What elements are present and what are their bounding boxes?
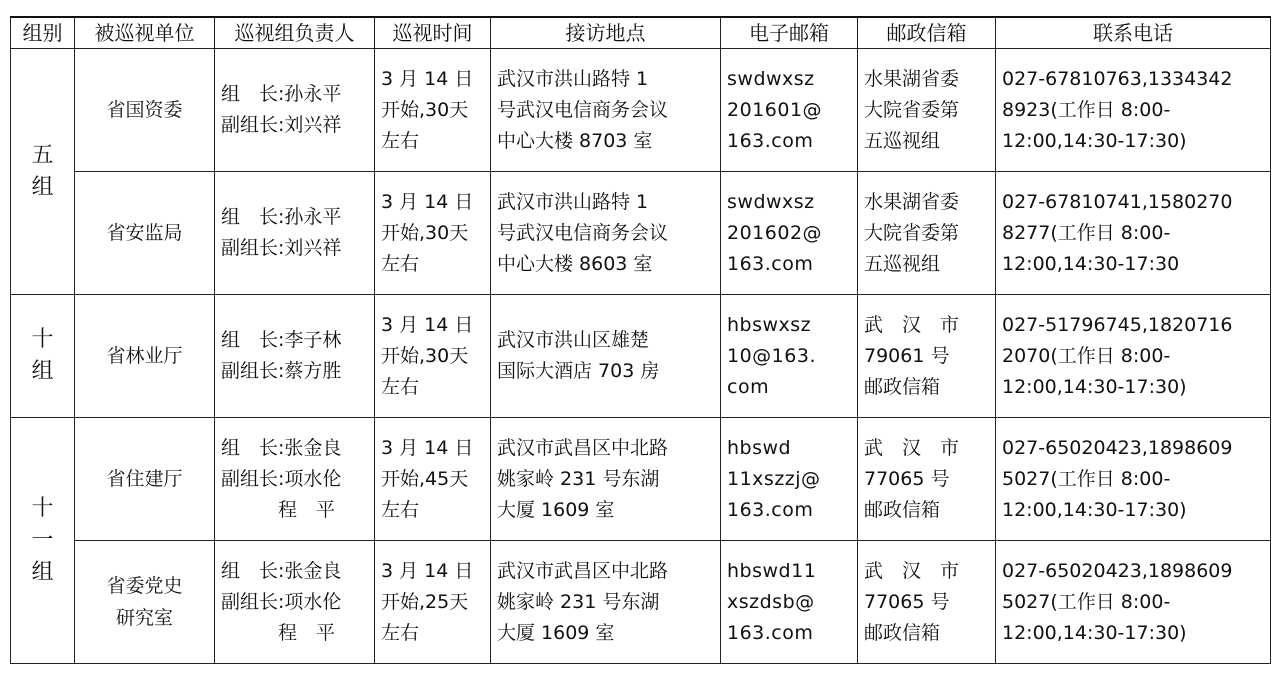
phone-cell xyxy=(996,295,1271,418)
phone-cell-line: 12:00,14:30-17:30 xyxy=(1002,252,1180,275)
time-cell-line: 左右 xyxy=(381,129,420,152)
address-cell-line: 大厦 1609 室 xyxy=(497,621,615,644)
phone-cell xyxy=(996,541,1271,664)
unit-cell xyxy=(75,418,215,541)
mailbox-cell-line: 武 汉 市 xyxy=(864,559,960,582)
phone-cell-line: 12:00,14:30-17:30) xyxy=(1002,375,1187,398)
phone-cell-line: 2070(工作日 8:00- xyxy=(1002,344,1171,367)
email-cell-line: xszdsb@ xyxy=(727,590,815,613)
header-group: 组别 xyxy=(11,17,75,49)
mailbox-cell-line: 武 汉 市 xyxy=(864,436,960,459)
time-cell xyxy=(375,172,491,295)
unit-cell-line: 省住建厅 xyxy=(106,468,183,490)
email-cell-line: 201602@ xyxy=(727,221,823,244)
group-label xyxy=(11,418,75,664)
address-cell-line: 姚家岭 231 号东湖 xyxy=(497,467,660,490)
phone-cell xyxy=(996,49,1271,172)
mailbox-cell-line: 水果湖省委 xyxy=(864,67,960,90)
leader-cell-line: 副组长:蔡方胜 xyxy=(221,360,342,382)
leader-cell-line: 程 平 xyxy=(221,621,336,644)
mailbox-cell-line: 79061 号 xyxy=(864,344,950,367)
group-label-char: 十 xyxy=(31,327,54,352)
email-cell-line: 201601@ xyxy=(727,98,823,121)
time-cell-line: 开始,30天 xyxy=(381,344,469,367)
header-unit: 被巡视单位 xyxy=(75,17,215,49)
leader-cell-line: 组 长:李子林 xyxy=(221,329,342,351)
time-cell xyxy=(375,541,491,664)
email-cell-line: 163.com xyxy=(727,129,814,152)
group-label xyxy=(11,49,75,295)
time-cell-line: 左右 xyxy=(381,375,420,398)
email-cell-line: 10@163. xyxy=(727,344,816,367)
mailbox-cell xyxy=(858,541,996,664)
phone-cell-line: 5027(工作日 8:00- xyxy=(1002,590,1171,613)
header-address: 接访地点 xyxy=(491,17,721,49)
phone-cell-line: 027-67810763,1334342 xyxy=(1002,67,1233,90)
email-cell-line: 163.com xyxy=(727,252,814,275)
email-cell xyxy=(721,418,858,541)
header-mailbox: 邮政信箱 xyxy=(858,17,996,49)
email-cell-line: swdwxsz xyxy=(727,190,815,213)
unit-cell xyxy=(75,172,215,295)
mailbox-cell-line: 大院省委第 xyxy=(864,98,960,121)
phone-cell-line: 027-51796745,1820716 xyxy=(1002,313,1233,336)
address-cell-line: 姚家岭 231 号东湖 xyxy=(497,590,660,613)
group-label-char: 五 xyxy=(31,142,54,168)
mailbox-cell xyxy=(858,418,996,541)
email-cell xyxy=(721,541,858,664)
table-row xyxy=(11,49,1271,172)
group-label xyxy=(11,295,75,418)
phone-cell-line: 5027(工作日 8:00- xyxy=(1002,467,1171,490)
phone-cell-line: 12:00,14:30-17:30) xyxy=(1002,129,1187,152)
address-cell xyxy=(491,541,721,664)
leader-cell-line: 组 长:张金良 xyxy=(221,559,342,582)
address-cell-line: 号武汉电信商务会议 xyxy=(497,221,669,244)
address-cell xyxy=(491,295,721,418)
phone-cell xyxy=(996,418,1271,541)
time-cell-line: 3 月 14 日 xyxy=(381,67,474,90)
time-cell-line: 开始,30天 xyxy=(381,98,469,121)
address-cell-line: 大厦 1609 室 xyxy=(497,498,615,521)
phone-cell xyxy=(996,172,1271,295)
email-cell xyxy=(721,295,858,418)
mailbox-cell-line: 武 汉 市 xyxy=(864,313,960,336)
mailbox-cell xyxy=(858,172,996,295)
address-cell xyxy=(491,172,721,295)
phone-cell-line: 8923(工作日 8:00- xyxy=(1002,98,1171,121)
email-cell-line: hbswd xyxy=(727,436,792,459)
mailbox-cell-line: 五巡视组 xyxy=(864,252,941,275)
leader-cell xyxy=(215,295,375,418)
group-label-char: 一 xyxy=(31,527,54,553)
time-cell-line: 开始,25天 xyxy=(381,590,469,613)
time-cell-line: 开始,45天 xyxy=(381,467,469,490)
address-cell-line: 武汉市洪山路特 1 xyxy=(497,67,649,90)
mailbox-cell-line: 77065 号 xyxy=(864,590,950,613)
email-cell-line: hbswxsz xyxy=(727,313,812,336)
phone-cell-line: 027-65020423,1898609 xyxy=(1002,559,1233,582)
mailbox-cell-line: 邮政信箱 xyxy=(864,498,941,521)
time-cell xyxy=(375,295,491,418)
header-time: 巡视时间 xyxy=(375,17,491,49)
unit-cell xyxy=(75,541,215,664)
table-row xyxy=(11,295,1271,418)
time-cell-line: 左右 xyxy=(381,252,420,275)
group-label-char: 组 xyxy=(31,174,54,200)
email-cell-line: swdwxsz xyxy=(727,67,815,90)
address-cell-line: 中心大楼 8603 室 xyxy=(497,252,653,275)
phone-cell-line: 8277(工作日 8:00- xyxy=(1002,221,1171,244)
phone-cell-line: 027-67810741,1580270 xyxy=(1002,190,1233,213)
mailbox-cell xyxy=(858,49,996,172)
header-leader: 巡视组负责人 xyxy=(215,17,375,49)
email-cell-line: com xyxy=(727,375,770,398)
phone-cell-line: 12:00,14:30-17:30) xyxy=(1002,498,1187,521)
leader-cell-line: 组 长:孙永平 xyxy=(221,83,342,105)
header-phone: 联系电话 xyxy=(996,17,1271,49)
time-cell-line: 开始,30天 xyxy=(381,221,469,244)
address-cell xyxy=(491,49,721,172)
group-label-char: 组 xyxy=(31,559,54,585)
email-cell-line: 163.com xyxy=(727,498,814,521)
time-cell-line: 左右 xyxy=(381,498,420,521)
address-cell-line: 中心大楼 8703 室 xyxy=(497,129,653,152)
time-cell xyxy=(375,49,491,172)
address-cell-line: 武汉市洪山路特 1 xyxy=(497,190,649,213)
mailbox-cell-line: 五巡视组 xyxy=(864,129,941,152)
time-cell-line: 3 月 14 日 xyxy=(381,559,474,582)
address-cell-line: 武汉市洪山区雄楚 xyxy=(497,329,650,351)
leader-cell xyxy=(215,418,375,541)
leader-cell-line: 副组长:项水伦 xyxy=(221,467,342,490)
address-cell-line: 武汉市武昌区中北路 xyxy=(497,436,669,459)
phone-cell-line: 12:00,14:30-17:30) xyxy=(1002,621,1187,644)
mailbox-cell xyxy=(858,295,996,418)
address-cell xyxy=(491,418,721,541)
email-cell-line: 11xszzj@ xyxy=(727,467,821,490)
unit-cell xyxy=(75,49,215,172)
time-cell-line: 3 月 14 日 xyxy=(381,436,474,459)
leader-cell-line: 程 平 xyxy=(221,498,336,521)
group-label-char: 十 xyxy=(31,495,54,521)
header-email: 电子邮箱 xyxy=(721,17,858,49)
leader-cell-line: 副组长:项水伦 xyxy=(221,590,342,613)
time-cell xyxy=(375,418,491,541)
email-cell xyxy=(721,49,858,172)
table-row xyxy=(11,418,1271,541)
leader-cell xyxy=(215,172,375,295)
phone-cell-line: 027-65020423,1898609 xyxy=(1002,436,1233,459)
unit-cell xyxy=(75,295,215,418)
leader-cell-line: 副组长:刘兴祥 xyxy=(221,237,342,259)
leader-cell-line: 副组长:刘兴祥 xyxy=(221,114,342,136)
leader-cell-line: 组 长:张金良 xyxy=(221,436,342,459)
unit-cell-line: 省国资委 xyxy=(106,99,183,121)
mailbox-cell-line: 大院省委第 xyxy=(864,221,960,244)
email-cell-line: hbswd11 xyxy=(727,559,817,582)
mailbox-cell-line: 77065 号 xyxy=(864,467,950,490)
leader-cell-line: 组 长:孙永平 xyxy=(221,206,342,228)
mailbox-cell-line: 水果湖省委 xyxy=(864,190,960,213)
leader-cell xyxy=(215,541,375,664)
time-cell-line: 左右 xyxy=(381,621,420,644)
unit-cell-line: 研究室 xyxy=(115,607,173,629)
group-label-char: 组 xyxy=(31,359,54,384)
time-cell-line: 3 月 14 日 xyxy=(381,313,474,336)
address-cell-line: 号武汉电信商务会议 xyxy=(497,98,669,121)
mailbox-cell-line: 邮政信箱 xyxy=(864,621,941,644)
email-cell-line: 163.com xyxy=(727,621,814,644)
unit-cell-line: 省委党史 xyxy=(106,575,183,597)
time-cell-line: 3 月 14 日 xyxy=(381,190,474,213)
table-row xyxy=(11,172,1271,295)
inspection-table xyxy=(10,16,1271,664)
header-row xyxy=(11,17,1271,49)
email-cell xyxy=(721,172,858,295)
mailbox-cell-line: 邮政信箱 xyxy=(864,375,941,398)
address-cell-line: 国际大酒店 703 房 xyxy=(497,360,660,382)
leader-cell xyxy=(215,49,375,172)
unit-cell-line: 省林业厅 xyxy=(106,345,183,367)
table-row xyxy=(11,541,1271,664)
table-body xyxy=(11,49,1271,664)
unit-cell-line: 省安监局 xyxy=(106,222,183,244)
address-cell-line: 武汉市武昌区中北路 xyxy=(497,559,669,582)
